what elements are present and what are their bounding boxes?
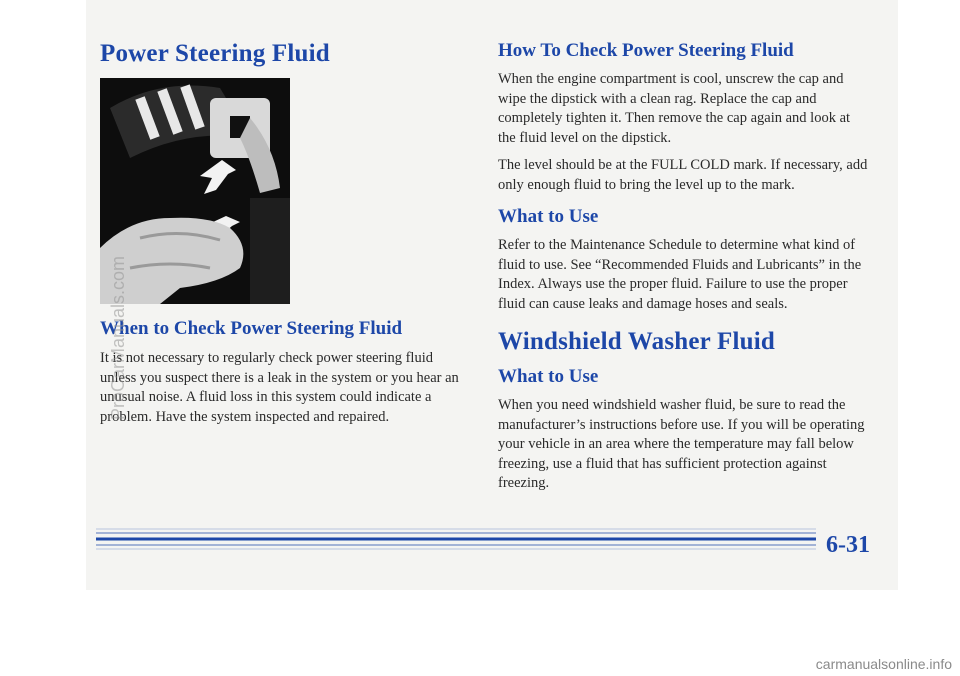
when-to-check-heading: When to Check Power Steering Fluid xyxy=(100,318,403,339)
footer-site-link[interactable]: carmanualsonline.info xyxy=(815,656,952,672)
what-to-use-heading: What to Use xyxy=(498,206,599,227)
washer-what-to-use-heading: What to Use xyxy=(498,366,599,387)
page-title: Power Steering Fluid xyxy=(100,40,330,67)
how-to-check-paragraph-2: The level should be at the FULL COLD mark. If necessary, add only enough fluid to bring the level up to the mark. xyxy=(498,157,868,193)
when-to-check-section xyxy=(100,318,460,427)
footer-rule xyxy=(96,524,816,554)
when-to-check-body: It is not necessary to regularly check power steering fluid unless you suspect there is a leak in the system or you hear an unusual noise. A fluid loss in this system could indicate a problem. Have the system inspected and repaired. xyxy=(100,350,459,425)
how-to-check-paragraph-1: When the engine compartment is cool, unscrew the cap and wipe the dipstick with a clean rag. Replace the cap and completely tighten it. Then remove the cap again and look at the fluid level on the dipstick. xyxy=(498,71,851,146)
what-to-use-body: Refer to the Maintenance Schedule to determine what kind of fluid to use. See “Recommended Fluids and Lubricants” in the Index. Always use the proper fluid. Failure to use the proper fluid can cause leaks and damage hoses and seals. xyxy=(498,237,862,312)
how-to-check-heading: How To Check Power Steering Fluid xyxy=(498,40,794,61)
watermark-text: ProCarManuals.com xyxy=(108,255,128,420)
left-column xyxy=(100,40,450,68)
washer-what-to-use-body: When you need windshield washer fluid, be sure to read the manufacturer’s instructions before use. If you will be operating your vehicle in an area where the temperature may fall below freezing, use a fluid that has sufficient protection against freezing. xyxy=(498,397,865,491)
page-number: 6-31 xyxy=(826,532,870,558)
windshield-washer-title: Windshield Washer Fluid xyxy=(498,328,775,355)
right-column xyxy=(498,40,868,494)
